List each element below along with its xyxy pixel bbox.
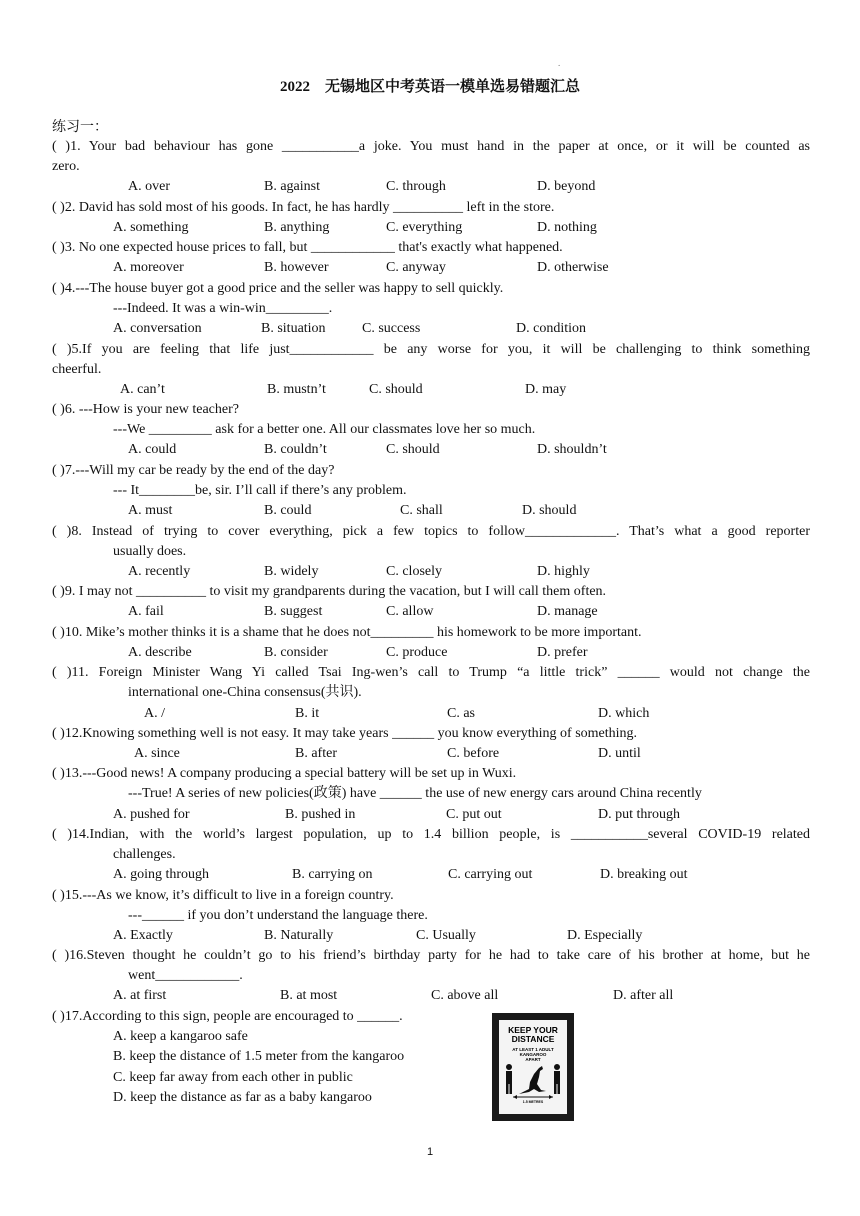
q13-option-b: B. pushed in bbox=[285, 807, 356, 822]
question-14-cont: challenges. bbox=[113, 847, 176, 862]
q6-option-a: A. could bbox=[128, 442, 177, 457]
page-number: 1 bbox=[426, 1146, 434, 1158]
q14-option-c: C. carrying out bbox=[448, 867, 533, 882]
q17-option-b: B. keep the distance of 1.5 meter from the kangaroo bbox=[113, 1049, 405, 1064]
q12-option-d: D. until bbox=[598, 746, 641, 761]
q2-option-a: A. something bbox=[113, 220, 189, 235]
sign-line-4: KANGAROO bbox=[519, 1052, 547, 1057]
q1-option-b: B. against bbox=[264, 179, 320, 194]
q16-option-b: B. at most bbox=[280, 988, 338, 1003]
sign-line-2: DISTANCE bbox=[511, 1034, 555, 1044]
q17-option-d: D. keep the distance as far as a baby kangaroo bbox=[113, 1090, 372, 1105]
q17-option-c: C. keep far away from each other in public bbox=[113, 1070, 353, 1085]
q6-option-c: C. should bbox=[386, 442, 440, 457]
q11-option-a: A. / bbox=[144, 706, 165, 721]
question-5-cont: cheerful. bbox=[52, 362, 102, 377]
q15-option-d: D. Especially bbox=[567, 928, 643, 943]
q4-option-d: D. condition bbox=[516, 321, 586, 336]
sign-line-5: APART bbox=[525, 1057, 541, 1062]
q9-option-d: D. manage bbox=[537, 604, 598, 619]
q15-option-a: A. Exactly bbox=[113, 928, 173, 943]
q10-option-b: B. consider bbox=[264, 645, 328, 660]
q15-option-c: C. Usually bbox=[416, 928, 476, 943]
question-1: ( )1. Your bad behaviour has gone ___________a joke. You must hand in the paper at once, or it will be counted as bbox=[52, 139, 810, 154]
question-7-reply: --- It________be, sir. I’ll call if there’s any problem. bbox=[113, 483, 407, 498]
q16-option-d: D. after all bbox=[613, 988, 674, 1003]
q12-option-c: C. before bbox=[447, 746, 500, 761]
q16-option-a: A. at first bbox=[113, 988, 167, 1003]
q6-option-b: B. couldn’t bbox=[264, 442, 327, 457]
q8-option-c: C. closely bbox=[386, 564, 442, 579]
q5-option-c: C. should bbox=[369, 382, 423, 397]
q14-option-d: D. breaking out bbox=[600, 867, 688, 882]
q5-option-b: B. mustn’t bbox=[267, 382, 326, 397]
q1-option-d: D. beyond bbox=[537, 179, 596, 194]
q12-option-b: B. after bbox=[295, 746, 337, 761]
sign-line-1: KEEP YOUR bbox=[508, 1025, 558, 1035]
q3-option-b: B. however bbox=[264, 260, 329, 275]
question-11: ( )11. Foreign Minister Wang Yi called Tsai Ing-wen’s call to Trump “a little trick” ______ would not change the bbox=[52, 665, 810, 680]
q7-option-a: A. must bbox=[128, 503, 173, 518]
q13-option-a: A. pushed for bbox=[113, 807, 190, 822]
q9-option-c: C. allow bbox=[386, 604, 434, 619]
question-3: ( )3. No one expected house prices to fall, but ____________ that's exactly what happened. bbox=[52, 240, 563, 255]
q4-option-c: C. success bbox=[362, 321, 421, 336]
question-14: ( )14.Indian, with the world’s largest population, up to 1.4 billion people, is ___________several COVID-19 related bbox=[52, 827, 810, 842]
q12-option-a: A. since bbox=[134, 746, 180, 761]
q16-option-c: C. above all bbox=[431, 988, 499, 1003]
question-6-reply: ---We _________ ask for a better one. All our classmates love her so much. bbox=[113, 422, 536, 437]
question-4-reply: ---Indeed. It was a win-win_________. bbox=[113, 301, 333, 316]
question-9: ( )9. I may not __________ to visit my grandparents during the vacation, but I will call them often. bbox=[52, 584, 607, 599]
q1-option-a: A. over bbox=[128, 179, 170, 194]
q11-option-b: B. it bbox=[295, 706, 320, 721]
sign-line-3: AT LEAST 1 ADULT bbox=[512, 1047, 554, 1052]
q7-option-b: B. could bbox=[264, 503, 312, 518]
sign-panel bbox=[499, 1020, 567, 1114]
q15-option-b: B. Naturally bbox=[264, 928, 334, 943]
q6-option-d: D. shouldn’t bbox=[537, 442, 607, 457]
q2-option-d: D. nothing bbox=[537, 220, 597, 235]
question-10: ( )10. Mike’s mother thinks it is a shame that he does not_________ his homework to be more important. bbox=[52, 625, 642, 640]
question-16-cont: went____________. bbox=[128, 968, 243, 983]
q10-option-a: A. describe bbox=[128, 645, 192, 660]
question-5: ( )5.If you are feeling that life just____________ be any worse for you, it will be challenging to think something bbox=[52, 342, 810, 357]
question-16: ( )16.Steven thought he couldn’t go to his friend’s birthday party for he had to take care of his brother at home, but he bbox=[52, 948, 810, 963]
q14-option-a: A. going through bbox=[113, 867, 210, 882]
question-15: ( )15.---As we know, it’s difficult to live in a foreign country. bbox=[52, 888, 394, 903]
kangaroo-people-icon bbox=[499, 1062, 567, 1100]
q2-option-c: C. everything bbox=[386, 220, 463, 235]
q3-option-a: A. moreover bbox=[113, 260, 184, 275]
q4-option-a: A. conversation bbox=[113, 321, 202, 336]
q10-option-c: C. produce bbox=[386, 645, 448, 660]
q11-option-c: C. as bbox=[447, 706, 475, 721]
question-2: ( )2. David has sold most of his goods. In fact, he has hardly __________ left in the store. bbox=[52, 200, 555, 215]
question-6: ( )6. ---How is your new teacher? bbox=[52, 402, 239, 417]
page-title: 2022 无锡地区中考英语一模单选易错题汇总 bbox=[279, 79, 580, 95]
question-17: ( )17.According to this sign, people are encouraged to ______. bbox=[52, 1009, 403, 1024]
q7-option-d: D. should bbox=[522, 503, 577, 518]
q7-option-c: C. shall bbox=[400, 503, 443, 518]
q10-option-d: D. prefer bbox=[537, 645, 588, 660]
q8-option-a: A. recently bbox=[128, 564, 191, 579]
q13-option-d: D. put through bbox=[598, 807, 681, 822]
q3-option-c: C. anyway bbox=[386, 260, 446, 275]
question-12: ( )12.Knowing something well is not easy. It may take years ______ you know everything of something. bbox=[52, 726, 638, 741]
q8-option-d: D. highly bbox=[537, 564, 590, 579]
q1-option-c: C. through bbox=[386, 179, 446, 194]
question-1-cont: zero. bbox=[52, 159, 80, 174]
question-15-reply: ---______ if you don’t understand the language there. bbox=[128, 908, 428, 923]
q3-option-d: D. otherwise bbox=[537, 260, 609, 275]
question-8: ( )8. Instead of trying to cover everything, pick a few topics to follow_____________. That’s what a good reporter bbox=[52, 524, 810, 539]
header-mark: . bbox=[558, 58, 561, 68]
q8-option-b: B. widely bbox=[264, 564, 319, 579]
q9-option-a: A. fail bbox=[128, 604, 164, 619]
q13-option-c: C. put out bbox=[446, 807, 502, 822]
sign-line-6: 1.5 METRES bbox=[522, 1100, 544, 1104]
question-4: ( )4.---The house buyer got a good price and the seller was happy to sell quickly. bbox=[52, 281, 504, 296]
q4-option-b: B. situation bbox=[261, 321, 326, 336]
question-13-reply: ---True! A series of new policies(政策) have ______ the use of new energy cars around China recently bbox=[128, 786, 702, 801]
question-7: ( )7.---Will my car be ready by the end of the day? bbox=[52, 463, 335, 478]
q2-option-b: B. anything bbox=[264, 220, 330, 235]
question-8-cont: usually does. bbox=[113, 544, 187, 559]
keep-distance-sign bbox=[492, 1013, 574, 1121]
q9-option-b: B. suggest bbox=[264, 604, 323, 619]
q5-option-a: A. can’t bbox=[120, 382, 165, 397]
q17-option-a: A. keep a kangaroo safe bbox=[113, 1029, 248, 1044]
q5-option-d: D. may bbox=[525, 382, 567, 397]
question-11-cont: international one-China consensus(共识). bbox=[128, 685, 362, 700]
q11-option-d: D. which bbox=[598, 706, 650, 721]
question-13: ( )13.---Good news! A company producing a special battery will be set up in Wuxi. bbox=[52, 766, 517, 781]
section-label: 练习一： bbox=[52, 120, 108, 135]
q14-option-b: B. carrying on bbox=[292, 867, 373, 882]
